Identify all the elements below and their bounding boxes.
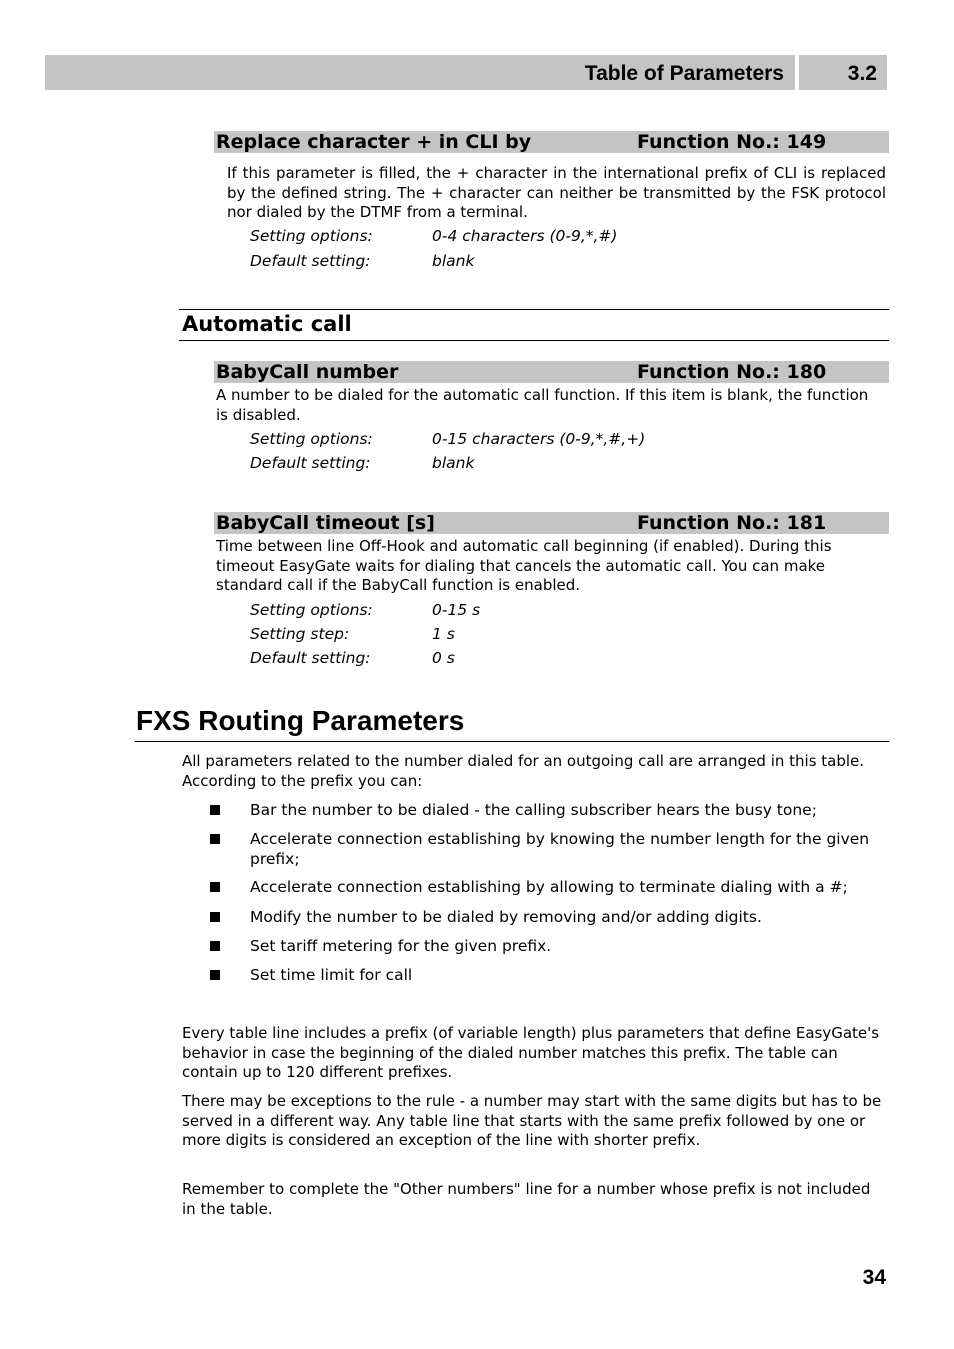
page-header-section: 3.2 <box>847 62 877 85</box>
option-value: 0-15 s <box>432 601 481 619</box>
param-description: A number to be dialed for the automatic call function. If this item is blank, the function is disabled. <box>216 386 869 424</box>
body-paragraph: Remember to complete the "Other numbers" line for a number whose prefix is not included in the table. <box>182 1180 871 1218</box>
bullet-item: Accelerate connection establishing by knowing the number length for the given prefix; <box>250 830 870 868</box>
intro-paragraph: All parameters related to the number dialed for an outgoing call are arranged in this table. According to the prefix you can: <box>182 752 865 790</box>
bullet-item: Modify the number to be dialed by removing and/or adding digits. <box>250 908 762 926</box>
option-value: 0-4 characters (0-9,*,#) <box>432 227 618 245</box>
page-header-title: Table of Parameters <box>584 62 784 85</box>
option-value: blank <box>432 252 475 270</box>
param-description: If this parameter is filled, the + character in the international prefix of CLI is replaced by the defined string. The + character can neither be transmitted by the FSK protocol nor dialed by the DTMF from a terminal. <box>227 164 886 221</box>
section-rule-bottom <box>179 340 889 341</box>
bullet-marker <box>210 970 220 980</box>
option-label: Default setting: <box>250 252 371 270</box>
bullet-marker <box>210 834 220 844</box>
option-label: Setting options: <box>250 227 373 245</box>
option-value: blank <box>432 454 475 472</box>
option-label: Default setting: <box>250 649 371 667</box>
param-name: Replace character + in CLI by <box>216 131 532 153</box>
body-paragraph: Every table line includes a prefix (of variable length) plus parameters that define EasyGate's behavior in case the beginning of the dialed number matches this prefix. The table can contain up to 120 different prefixes. <box>182 1024 880 1081</box>
bullet-item: Accelerate connection establishing by allowing to terminate dialing with a #; <box>250 878 848 896</box>
bullet-marker <box>210 882 220 892</box>
section-rule-top <box>179 309 889 310</box>
option-value: 0 s <box>432 649 455 667</box>
page-number: 34 <box>862 1266 886 1289</box>
option-label: Default setting: <box>250 454 371 472</box>
bullet-marker <box>210 941 220 951</box>
bullet-marker <box>210 912 220 922</box>
bullet-item: Set tariff metering for the given prefix. <box>250 937 552 955</box>
param-name: BabyCall number <box>216 361 399 383</box>
param-name: BabyCall timeout [s] <box>216 512 435 534</box>
option-label: Setting options: <box>250 430 373 448</box>
option-value: 1 s <box>432 625 455 643</box>
param-function-no: Function No.: 180 <box>637 361 827 383</box>
option-value: 0-15 characters (0-9,*,#,+) <box>432 430 646 448</box>
section-heading: Automatic call <box>182 312 352 336</box>
chapter-rule <box>135 741 889 742</box>
param-function-no: Function No.: 149 <box>637 131 827 153</box>
bullet-item: Set time limit for call <box>250 966 413 984</box>
chapter-heading: FXS Routing Parameters <box>136 705 465 736</box>
param-function-no: Function No.: 181 <box>637 512 827 534</box>
bullet-item: Bar the number to be dialed - the calling subscriber hears the busy tone; <box>250 801 817 819</box>
option-label: Setting step: <box>250 625 350 643</box>
bullet-marker <box>210 805 220 815</box>
param-description: Time between line Off-Hook and automatic call beginning (if enabled). During this timeout EasyGate waits for dialing that cancels the automatic call. You can make standard call if the BabyCall function is enabled. <box>216 537 832 594</box>
option-label: Setting options: <box>250 601 373 619</box>
body-paragraph: There may be exceptions to the rule - a number may start with the same digits but has to be served in a different way. Any table line that starts with the same prefix followed by one or more digits is considered an exception of the line with shorter prefix. <box>182 1092 882 1149</box>
